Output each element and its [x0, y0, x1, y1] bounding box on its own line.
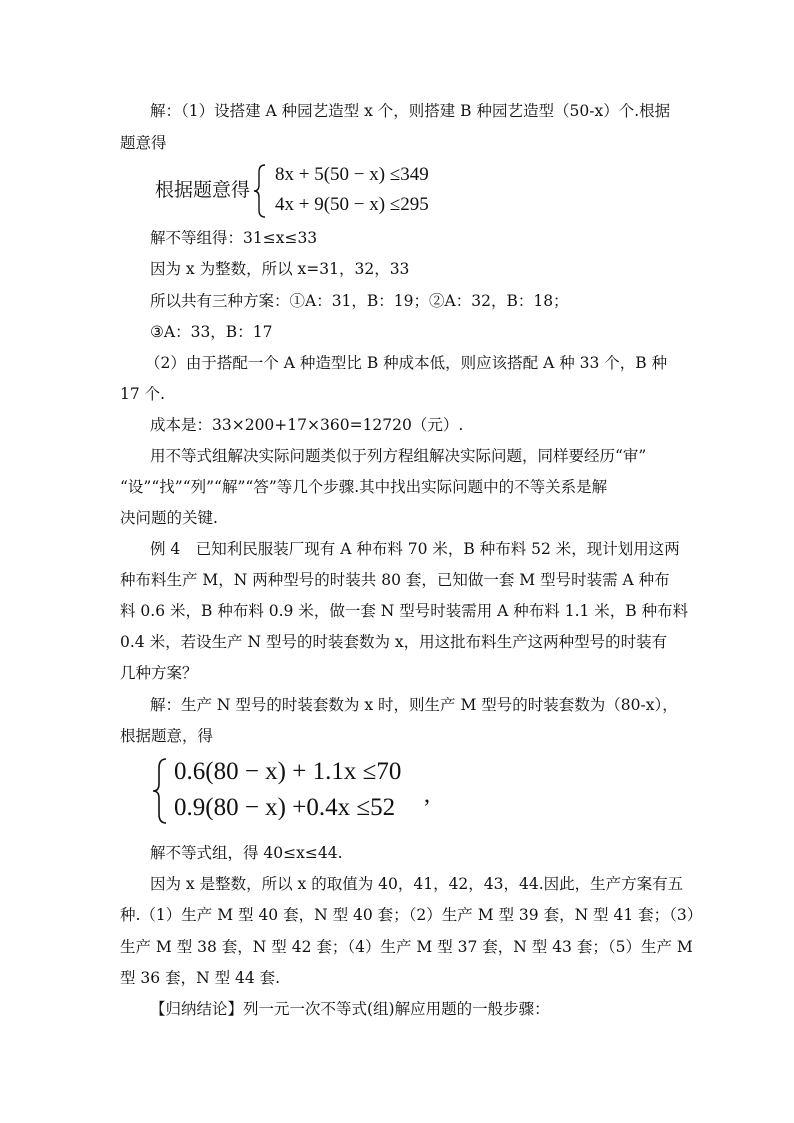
solution1-integer: 因为 x 为整数，所以 x=31，32，33	[150, 260, 410, 278]
summary-line2: “设”“找”“列”“解”“答”等几个步骤.其中找出实际问题中的不等关系是解	[120, 478, 608, 496]
solution2-conclusion3: 生产 M 型 38 套，N 型 42 套；（4）生产 M 型 37 套，N 型 43 套；（5）生产 M	[120, 938, 693, 956]
solution1-part2-b: 17 个.	[120, 385, 166, 403]
conclusion-heading: 【归纳结论】列一元一次不等式(组)解应用题的一般步骤：	[150, 1000, 550, 1018]
example4-line2: 种布料生产 M，N 两种型号的时装共 80 套，已知做一套 M 型号时装需 A 种布	[120, 571, 670, 589]
solution2-conclusion4: 型 36 套，N 型 44 套.	[120, 969, 281, 987]
solution1-part2-a: （2）由于搭配一个 A 种造型比 B 种成本低，则应该搭配 A 种 33 个，B 种	[145, 354, 668, 372]
left-brace-icon	[152, 756, 168, 826]
solution2-conclusion1: 因为 x 是整数，所以 x 的取值为 40，41，42，43，44.因此，生产方案有五	[150, 875, 684, 893]
inequality-system-2	[152, 756, 452, 828]
solution2-conclusion2: 种.（1）生产 M 型 40 套，N 型 40 套；（2）生产 M 型 39 套，N 型 41 套；（3）	[120, 906, 703, 924]
solution2-line1: 解：生产 N 型号的时装套数为 x 时，则生产 M 型号的时装套数为（80-x），	[150, 696, 678, 714]
inequality-system-1	[253, 163, 513, 221]
left-brace-icon	[253, 163, 267, 219]
system2-inequality-2: 0.9(80 − x) +0.4x ≤52	[174, 794, 396, 821]
solution2-solve: 解不等式组，得 40≤x≤44.	[150, 844, 343, 862]
solution1-line1: 解：（1）设搭建 A 种园艺造型 x 个，则搭建 B 种园艺造型（50-x）个.根据	[150, 102, 671, 120]
solution1-plans-a: 所以共有三种方案：①A：31，B：19；②A：32，B：18；	[150, 292, 569, 310]
solution1-plans-b: ③A：33，B：17	[150, 323, 273, 341]
example4-line5: 几种方案？	[120, 664, 198, 682]
summary-line3: 决问题的关键.	[120, 509, 218, 527]
system2-inequality-1: 0.6(80 − x) + 1.1x ≤70	[174, 758, 402, 785]
system2-comma: ,	[424, 782, 430, 808]
solution1-line2: 题意得	[120, 134, 167, 152]
example4-line3: 料 0.6 米，B 种布料 0.9 米，做一套 N 型号时装需用 A 种布料 1.1 米，B 种布料	[120, 602, 689, 620]
example4-line1: 例 4 已知利民服装厂现有 A 种布料 70 米，B 种布料 52 米，现计划用这两	[150, 540, 680, 558]
summary-line1: 用不等式组解决实际问题类似于列方程组解决实际问题，同样要经历“审”	[150, 447, 647, 465]
system1-label: 根据题意得	[155, 179, 251, 201]
solution2-line2: 根据题意，得	[120, 727, 214, 745]
system1-inequality-1: 8x + 5(50 − x) ≤349	[275, 164, 429, 185]
solution1-solve: 解不等组得：31≤x≤33	[150, 229, 318, 247]
solution1-cost: 成本是：33×200+17×360=12720（元）.	[150, 416, 464, 434]
system1-inequality-2: 4x + 9(50 − x) ≤295	[275, 194, 429, 215]
example4-line4: 0.4 米，若设生产 N 型号的时装套数为 x，用这批布料生产这两种型号的时装有	[120, 633, 668, 651]
